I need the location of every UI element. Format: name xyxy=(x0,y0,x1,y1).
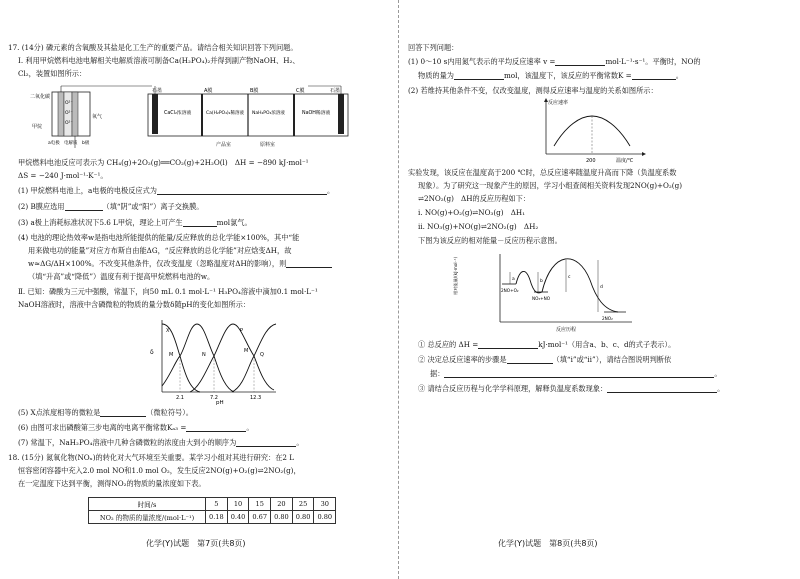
table-val-3: 0.67 xyxy=(249,511,271,524)
table-val-6: 0.80 xyxy=(314,511,336,524)
q18-sub1-text: (1) 0～10 s内用氮气表示的平均反应速率 v = xyxy=(408,57,556,66)
q18-step-1: ⅰ. NO(g)+O₂(g)⇌NO₃(g) ΔH₁ xyxy=(418,208,526,217)
table-time-4: 20 xyxy=(271,498,293,511)
answer-blank-4[interactable] xyxy=(286,260,332,268)
table-val-2: 0.40 xyxy=(227,511,249,524)
answer-blank-r5[interactable] xyxy=(507,356,553,364)
dist-tick-3: 12.3 xyxy=(250,395,262,401)
energy-species-2: NO₃+NO xyxy=(532,296,551,301)
q17-entropy-line: ΔS = −240 J·mol⁻¹·K⁻¹。 xyxy=(18,171,108,180)
electrolysis-tank xyxy=(148,86,348,148)
apparatus-diagram xyxy=(30,84,360,150)
dist-ylabel: δ xyxy=(150,349,154,356)
q18-sub2-q2-line2: 据： 。 xyxy=(430,369,722,378)
q18-sub2-q3: ③ 请结合反应历程与化学学科原理，解释负温度系数现象： 。 xyxy=(418,384,725,393)
tank-product-room: 产品室 xyxy=(216,142,232,148)
tank-membrane-a: A膜 xyxy=(204,88,213,94)
cell-label-o2: 氧气 xyxy=(92,114,103,120)
dist-point-m2: M xyxy=(244,348,249,354)
q17-sub5 xyxy=(18,408,193,417)
q17-part1-intro-cont: Cl₂，装置如图所示： xyxy=(18,69,87,78)
cell-label-ch4: 甲烷 xyxy=(32,124,43,130)
no2-concentration-table xyxy=(88,497,336,524)
q17-eq-line: 甲烷燃料电池反应可表示为 CH₄(g)+2O₂(g)══CO₂(g)+2H₂O(l) ΔH = −890 kJ·mol⁻¹ xyxy=(18,158,309,167)
q17-part2-line2: NaOH溶液时，溶液中含磷微粒的物质的量分数δ随pH的变化如图所示： xyxy=(18,300,250,309)
answer-blank-7[interactable] xyxy=(236,439,296,447)
q18-sub2-q1-tail: kJ·mol⁻¹（用含a、b、c、d的式子表示）。 xyxy=(538,340,676,349)
q18-title: 18. (15分) 氮氧化物(NOₓ)的转化对大气环境至关重要。某学习小组对其进行研究：在2 L xyxy=(8,453,295,462)
q18-line2: 恒容密闭容器中充入2.0 mol NO和1.0 mol O₂，发生反应2NO(g)+O₂(g)⇌2NO₂(g)， xyxy=(18,466,301,475)
energy-xlabel: 反应历程 xyxy=(556,327,577,333)
table-val-4: 0.80 xyxy=(271,511,293,524)
q18-sub1-tail: mol·L⁻¹·s⁻¹。平衡时，NO的 xyxy=(605,57,701,66)
table-head-label: 时间/s xyxy=(89,498,206,511)
q17-sub4-line4: （填“升高”或“降低”）温度有利于提高甲烷燃料电池的w。 xyxy=(28,272,215,281)
q18-sub2-q3-text: ③ 请结合反应历程与化学学科原理，解释负温度系数现象： xyxy=(418,384,608,393)
q17-sub3-tail: mol氯气。 xyxy=(216,218,252,227)
dist-point-x: X xyxy=(166,328,170,334)
q18-sub2-q2-tail: （填“ⅰ”或“ⅱ”），请结合图说明判断依 xyxy=(552,355,672,364)
q18-sub2-line4: ⇌2NO₂(g) ΔH的反应历程如下： xyxy=(418,194,531,203)
q18-sub2-q2-text: ② 决定总反应速率的步骤是 xyxy=(418,355,507,364)
answer-blank-r4[interactable] xyxy=(478,341,538,349)
q17-sub3 xyxy=(18,218,252,227)
dist-point-m1: M xyxy=(169,352,174,358)
energy-species-1: 2NO+O₂ xyxy=(501,288,519,293)
q17-sub7-text: (7) 常温下，NaH₂PO₄溶液中几种含磷微粒的浓度由大到小的顺序为 xyxy=(18,438,237,447)
q17-sub2-tail: （填“阴”或“阳”）离子交换膜。 xyxy=(102,202,204,211)
tank-sol-1: CaCl₂浓溶液 xyxy=(164,111,192,116)
tank-graphite-left: 石墨 xyxy=(152,88,163,94)
tank-sol-3: NaH₂PO₄浓溶液 xyxy=(252,111,285,116)
answer-blank-r2[interactable] xyxy=(454,72,504,80)
q17-sub4-line2: 用来做电功的能量”对应方布斯自由能ΔG，“反应释放的总化学能”对应焓变ΔH，故 xyxy=(28,246,292,255)
fuel-cell xyxy=(30,86,152,148)
cell-ion-1: O²⁻ xyxy=(65,101,73,106)
q18-sub1-line2: 物质的量为 mol，该温度下，该反应的平衡常数K = 。 xyxy=(418,71,683,80)
table-val-1: 0.18 xyxy=(206,511,228,524)
tank-sol-4: NaOH稀溶液 xyxy=(302,111,331,116)
answer-blank-6[interactable] xyxy=(186,424,246,432)
q17-part1-intro: Ⅰ. 利用甲烷燃料电池电解相关电解质溶液可制备Ca(H₂PO₄)₂并得到副产物NaOH、H₂、 xyxy=(18,56,300,65)
rate-temperature-plot xyxy=(532,96,652,164)
cell-label-co2: 二氧化碳 xyxy=(30,94,51,100)
q18-sub2-q1-text: ① 总反应的 ΔH = xyxy=(418,340,479,349)
q18-sub2-line2: 实验发现，该反应在温度高于200 ℃时，总反应速率随温度升高而下降（负温度系数 xyxy=(408,168,677,177)
answer-blank-2[interactable] xyxy=(65,203,103,211)
q17-sub6-text: (6) 由图可求出磷酸第三步电离的电离平衡常数Kₐ₃ = xyxy=(18,423,187,432)
q17-sub7: (7) 常温下，NaH₂PO₄溶液中几种含磷微粒的浓度由大到小的顺序为 。 xyxy=(18,438,304,447)
table-row-time xyxy=(89,498,336,511)
left-footer: 化学(Y)试题 第7页(共8页) xyxy=(146,539,246,548)
tank-feed-room: 原料室 xyxy=(260,142,276,148)
q18-sub1-line2-mid: mol，该温度下，该反应的平衡常数K = xyxy=(503,71,632,80)
energy-letter-d: d xyxy=(600,285,603,290)
energy-species-3: 2NO₂ xyxy=(602,316,613,321)
cell-label-b: b极 xyxy=(82,141,90,146)
table-time-1: 5 xyxy=(206,498,228,511)
q18-line3: 在一定温度下达到平衡，测得NO₂的物质的量浓度如下表。 xyxy=(18,479,206,488)
dist-point-n: N xyxy=(202,352,206,358)
q17-part2-line1: Ⅱ. 已知：磷酸为三元中强酸，常温下，向50 mL 0.1 mol·L⁻¹ H₃PO₄溶液中滴加0.1 mol·L⁻¹ xyxy=(18,287,318,296)
q18-sub2-line1: (2) 若维持其他条件不变，仅改变温度，测得反应速率与温度的关系如图所示： xyxy=(408,86,658,95)
cell-ion-3: O²⁻ xyxy=(65,121,73,126)
rate-ylabel: 反应速率 xyxy=(548,100,569,106)
q18-sub2-q2-line2-text: 据： xyxy=(430,369,445,378)
table-time-2: 10 xyxy=(227,498,249,511)
answer-blank-r3[interactable] xyxy=(632,72,676,80)
tank-sol-2: Ca(H₂PO₄)₂稀溶液 xyxy=(206,111,244,116)
q17-sub5-tail: （微粒符号）。 xyxy=(146,408,193,417)
answer-blank-r6[interactable] xyxy=(444,370,714,378)
answer-blank-1[interactable] xyxy=(157,187,327,195)
q17-sub3-text: (3) a极上消耗标准状况下5.6 L甲烷，理论上可产生 xyxy=(18,218,183,227)
q18-sub1-line2-text: 物质的量为 xyxy=(418,71,454,80)
answer-blank-3[interactable] xyxy=(183,219,217,227)
energy-letter-a: a xyxy=(512,277,515,282)
dist-tick-2: 7.2 xyxy=(210,395,218,401)
dist-xlabel: pH xyxy=(216,400,224,406)
answer-blank-r1[interactable] xyxy=(555,58,605,66)
q17-sub2-text: (2) B膜应选用 xyxy=(18,202,65,211)
q17-sub4-line3-text: w≈ΔG/ΔH×100%。不改变其他条件，仅改变温度（忽略温度对ΔH的影响），则 xyxy=(28,259,287,268)
energy-letter-c: c xyxy=(568,275,571,280)
q18-answer-intro: 回答下列问题： xyxy=(408,43,459,52)
tank-membrane-b: B膜 xyxy=(250,88,259,94)
q17-sub4-line3 xyxy=(28,259,332,268)
q17-title: 17. (14分) 磷元素的含氧酸及其盐是化工生产的重要产品。请结合相关知识回答下列问题。 xyxy=(8,43,298,52)
q17-sub6: (6) 由图可求出磷酸第三步电离的电离平衡常数Kₐ₃ = 。 xyxy=(18,423,254,432)
right-page xyxy=(402,0,800,579)
q17-sub2 xyxy=(18,202,203,211)
q18-sub2-line3: 现象）。为了研究这一现象产生的原因，学习小组查阅相关资料发现2NO(g)+O₂(g) xyxy=(418,181,682,190)
q18-sub2-q1 xyxy=(418,340,675,349)
cell-ion-2: O²⁻ xyxy=(65,111,73,116)
table-time-5: 25 xyxy=(292,498,314,511)
q17-sub4-line1: (4) 电池的理论热效率w是指电池所能提供的能量/反应释放的总化学能×100%，其中“能 xyxy=(18,233,300,242)
table-time-6: 30 xyxy=(314,498,336,511)
q17-sub1: (1) 甲烷燃料电池上，a电极的电极反应式为 。 xyxy=(18,186,335,195)
tank-membrane-c: C膜 xyxy=(296,88,305,94)
dist-point-q: Q xyxy=(260,352,264,358)
cell-label-electrolyte: 电解质 xyxy=(64,141,78,146)
answer-blank-5[interactable] xyxy=(100,409,146,417)
rate-tick-200: 200 xyxy=(586,158,596,164)
energy-ylabel: 相对能量/(kJ·mol⁻¹) xyxy=(453,256,458,295)
q18-sub2-q2 xyxy=(418,355,671,364)
page-gutter xyxy=(398,0,400,579)
distribution-plot xyxy=(140,316,280,406)
cell-label-a: a电极 xyxy=(48,141,60,146)
answer-blank-r7[interactable] xyxy=(607,385,717,393)
q17-sub1-text: (1) 甲烷燃料电池上，a电极的电极反应式为 xyxy=(18,186,157,195)
tank-graphite-right: 石墨 xyxy=(330,88,341,94)
table-val-5: 0.80 xyxy=(292,511,314,524)
table-row-label: NO₂ 的物质的量浓度/(mol·L⁻¹) xyxy=(89,511,206,524)
q18-sub1-line1 xyxy=(408,57,701,66)
q18-energy-intro: 下图为该反应的相对能量－反应历程示意图。 xyxy=(418,236,562,245)
rate-xlabel: 温度/℃ xyxy=(616,158,634,164)
energy-letter-b: b xyxy=(540,279,543,284)
right-footer: 化学(Y)试题 第8页(共8页) xyxy=(498,539,598,548)
q18-step-2: ⅱ. NO₃(g)+NO(g)⇌2NO₂(g) ΔH₂ xyxy=(418,222,539,231)
table-row-conc xyxy=(89,511,336,524)
energy-profile-plot xyxy=(453,250,636,334)
q17-sub5-text: (5) X点浓度相等的微粒是 xyxy=(18,408,101,417)
dist-point-p: P xyxy=(240,328,244,334)
table-time-3: 15 xyxy=(249,498,271,511)
dist-tick-1: 2.1 xyxy=(176,395,184,401)
left-page xyxy=(0,0,398,579)
